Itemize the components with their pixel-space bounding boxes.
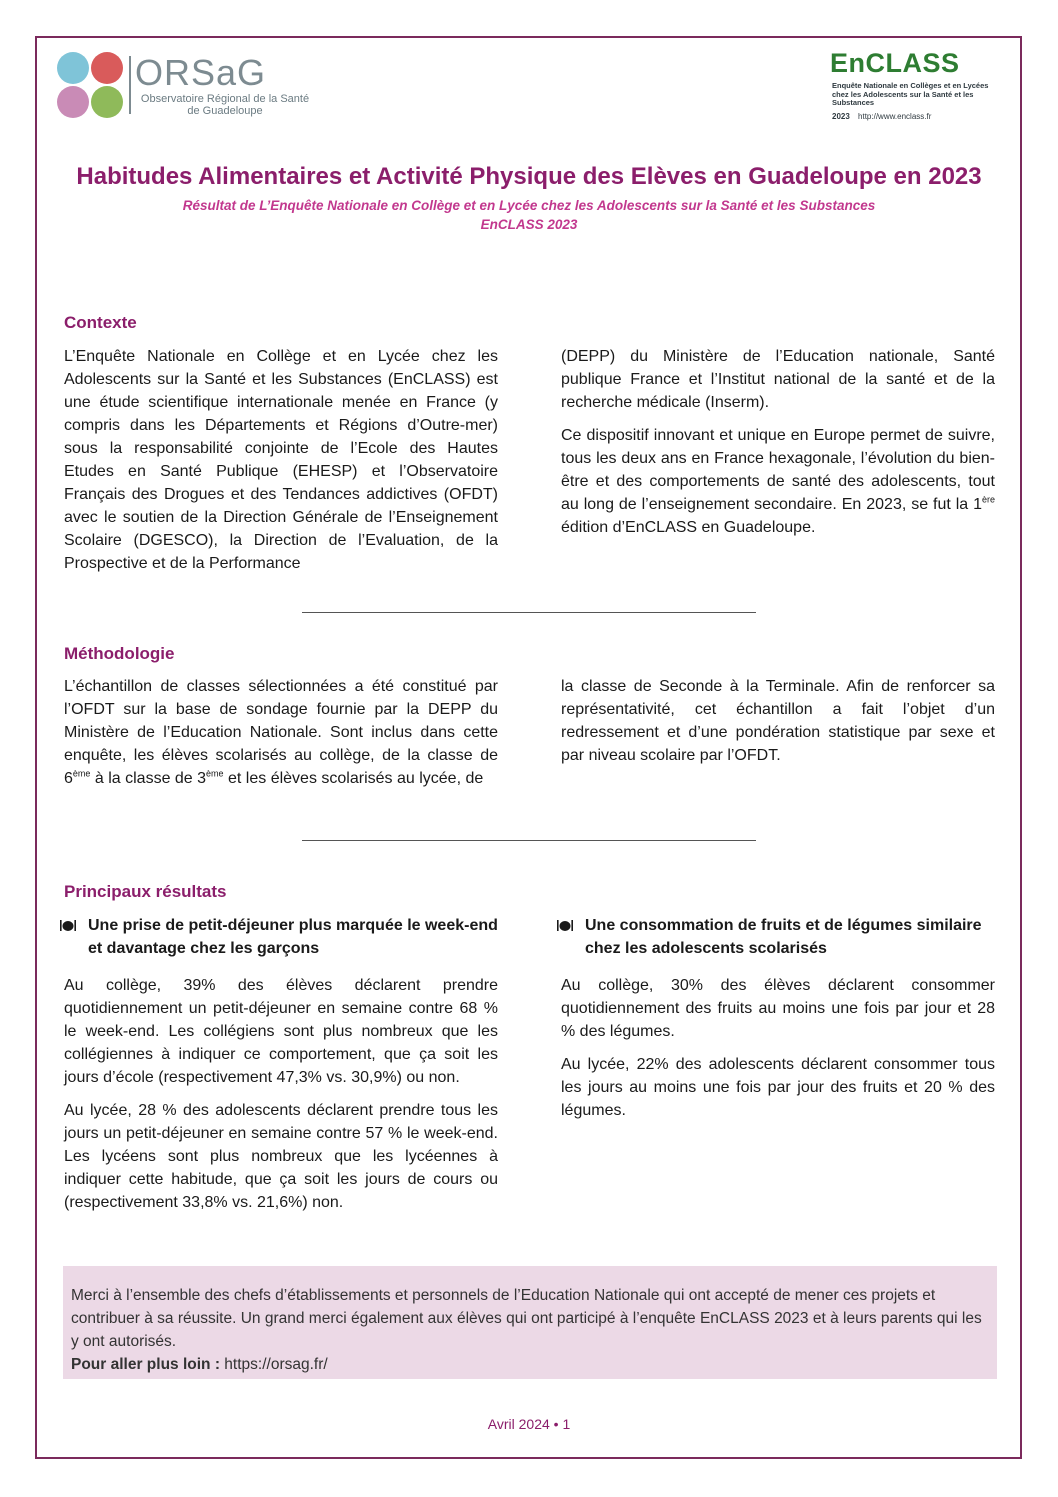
methodologie-left-text [64, 675, 498, 790]
methodologie-right-text: la classe de Seconde à la Terminale. Afin de renforcer sa représentativité, cet échantillon a fait l’objet d’un redressement et d’une pondération statistique par sexe et par niveau scolaire par l’OFDT. [561, 678, 995, 764]
section-divider [302, 840, 756, 841]
methodologie-left-column [64, 675, 498, 800]
contexte-left-text: L’Enquête Nationale en Collège et en Lycée chez les Adolescents sur la Santé et les Substances (EnCLASS) est une étude scientifique internationale menée en France (y compris dans les Départements et Régions d’Outre-mer) sous la responsabilité conjointe de l’Ecole des Hautes Etudes en Santé Publique (EHESP) et l’Observatoire Français des Drogues et des Tendances addictives (OFDT) avec le soutien de la Direction Générale de l’Enseignement Scolaire (DGESCO), la Direction de l’Evaluation, de la Prospective et de la Performance [64, 348, 498, 572]
enclass-logo [830, 48, 1005, 123]
page-footer: Avril 2024 • 1 [487, 1416, 571, 1432]
contexte-left-column [64, 345, 498, 585]
contexte-heading: Contexte [64, 313, 137, 332]
superscript: ère [981, 494, 995, 505]
section-divider [302, 612, 756, 613]
contexte-right-p2 [561, 424, 995, 539]
orsag-subtitle [139, 93, 311, 117]
resultats-left-column [60, 914, 498, 1224]
page-subtitle [40, 196, 1018, 234]
left-paragraph-2: Au lycée, 28 % des adolescents déclarent prendre tous les jours un petit-déjeuner en semaine contre 57 % le week-end. Les lycéens sont plus nombreux que les lycéennes à indiquer cette habitude, que ça soit les jours de cours ou (respectivement 33,8% vs. 21,6%) non. [64, 1102, 498, 1211]
subtitle-line2: EnCLASS 2023 [480, 217, 578, 232]
bar-chart-icon [57, 86, 89, 118]
methodologie-left-b: à la classe de 3 [90, 770, 207, 787]
person-icon [91, 86, 123, 118]
plate-cutlery-icon [557, 917, 573, 933]
resultats-right-column [557, 914, 995, 1132]
right-paragraph-1: Au collège, 30% des élèves déclarent consommer quotidiennement des fruits au moins une fois par jour et 28 % des légumes. [561, 977, 995, 1040]
right-bullet-text: Une consommation de fruits et de légumes similaire chez les adolescents scolarisés [585, 917, 982, 957]
enclass-subtitle [832, 82, 1007, 108]
contexte-right-p2-a: Ce dispositif innovant et unique en Europe permet de suivre, tous les deux ans en France hexagonale, l’évolution du bien-être et des comportements de santé des adolescents, tout au long de l’enseignement secondaire. En 2023, se fut la 1 [561, 427, 995, 513]
search-icon [57, 52, 89, 84]
methodologie-left-c: et les élèves scolarisés au lycée, de [223, 770, 484, 787]
plate-cutlery-icon [60, 917, 76, 933]
logo-divider [129, 56, 131, 114]
right-paragraph-2: Au lycée, 22% des adolescents déclarent consommer tous les jours au moins une fois par jour des fruits et 20 % des légumes. [561, 1056, 995, 1119]
thanks-box [63, 1266, 997, 1379]
orsag-logo [55, 50, 315, 120]
page-title: Habitudes Alimentaires et Activité Physique des Elèves en Guadeloupe en 2023 [76, 163, 982, 190]
superscript: ème [206, 768, 224, 779]
orsag-name: ORSaG [135, 52, 267, 93]
contexte-right-column [561, 345, 995, 549]
left-body [60, 974, 498, 1214]
resultats-heading: Principaux résultats [64, 882, 227, 901]
enclass-subtitle-line2: chez les Adolescents sur la Santé et les Substances [832, 89, 974, 107]
heartbeat-icon [91, 52, 123, 84]
left-paragraph-1: Au collège, 39% des élèves déclarent prendre quotidiennement un petit-déjeuner en semaine contre 68 % le week-end. Les collégiens sont plus nombreux que les collégiennes à indiquer ce comportement, que ça soit les jours d’école (respectivement 47,3% vs. 30,9%) ou non. [64, 977, 498, 1086]
methodologie-left-a: L’échantillon de classes sélectionnées a été constitué par l’OFDT sur la base de sondage fournie par la DEPP du Ministère de l’Education Nationale. Sont inclus dans cette enquête, les élèves scolarisés au collège, de la classe de 6 [64, 678, 498, 787]
left-bullet-text: Une prise de petit-déjeuner plus marquée le week-end et davantage chez les garçons [88, 917, 498, 957]
methodologie-heading: Méthodologie [64, 644, 175, 663]
methodologie-right-column [561, 675, 995, 777]
thanks-text: Merci à l’ensemble des chefs d’établissements et personnels de l’Education Nationale qui ont accepté de mener ces projets et contribuer à sa réussite. Un grand merci également aux élèves qui ont participé à l’enquête EnCLASS 2023 et à leurs parents qui les y ont autorisés. [71, 1287, 982, 1350]
right-bullet [557, 914, 995, 960]
further-reading [71, 1353, 989, 1376]
contexte-right-p1: (DEPP) du Ministère de l’Education nationale, Santé publique France et l’Institut national de la santé et de la recherche médicale (Inserm). [561, 348, 995, 411]
orsag-subtitle-line2: de Guadeloupe [187, 105, 263, 117]
contexte-right-p2-b: édition d’EnCLASS en Guadeloupe. [561, 519, 816, 536]
enclass-subtitle-line1: Enquête Nationale en Collèges et en Lycées [832, 81, 989, 90]
further-reading-label: Pour aller plus loin : [71, 1356, 220, 1373]
orsag-link[interactable]: https://orsag.fr/ [220, 1356, 328, 1373]
enclass-year: 2023 [832, 112, 850, 121]
orsag-subtitle-line1: Observatoire Régional de la Santé [140, 93, 310, 105]
right-body [557, 974, 995, 1122]
left-bullet [60, 914, 498, 960]
enclass-year-line [832, 112, 931, 121]
subtitle-line1: Résultat de L’Enquête Nationale en Collège et en Lycée chez les Adolescents sur la Santé et les Substances [182, 198, 876, 213]
superscript: ème [72, 768, 91, 779]
enclass-url: http://www.enclass.fr [858, 112, 932, 121]
enclass-name: EnCLASS [830, 48, 960, 78]
